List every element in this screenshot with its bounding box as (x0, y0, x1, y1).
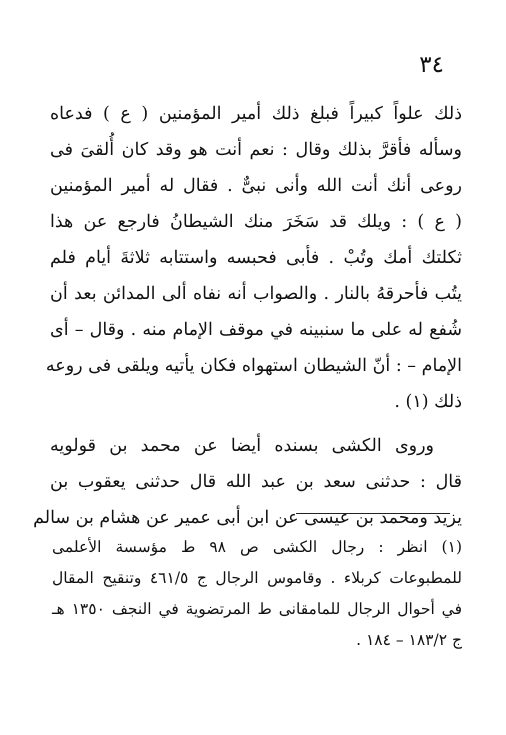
footnote-separator (296, 513, 450, 514)
body-line: وروى الكشى بسنده أيضا عن محمد بن قولويه (50, 436, 434, 456)
footnote-line: للمطبوعات كربلاء . وقاموس الرجال ج ٤٦١/٥ وتنقيح المقال (52, 569, 462, 587)
body-line: روعى أنك أنت الله وأنى نبىٌّ . فقال له أمير المؤمنين (50, 176, 462, 196)
footnote-line: (١) انظر : رجال الكشى ص ٩٨ ط مؤسسة الأعلمى (52, 538, 462, 556)
paragraph-gap (50, 420, 462, 428)
body-line: قال : حدثنى سعد بن عبد الله قال حدثنى يعقوب بن (50, 472, 462, 492)
body-line: ( ع ) : ويلك قد سَخَرَ منك الشيطانُ فارجع عن هذا (50, 212, 462, 232)
body-line: ثكلتك أمك وتُبْ . فأبى فحبسه واستتابه ثلاثةَ أيام فلم (50, 248, 462, 268)
body-line: وسأله فأقرَّ بذلك وقال : نعم أنت هو وقد كان أُلقىَ فى (50, 140, 462, 160)
body-line: يزيد ومحمد بن عيسى عن ابن أبى عمير عن هشام بن سالم (33, 508, 462, 528)
footnote-line: في أحوال الرجال للمامقانى ط المرتضوية في النجف ١٣٥٠ هـ (52, 600, 462, 618)
body-line: شُفع له على ما سنبينه في موقف الإمام منه . وقال – أى (50, 320, 462, 340)
body-line: الإمام – : أنّ الشيطان استهواه فكان يأتيه ويلقى فى روعه (45, 356, 462, 376)
body-line: يتُب فأحرقهُ بالنار . والصواب أنه نفاه ألى المدائن بعد أن (50, 284, 462, 304)
body-text (33, 96, 462, 536)
body-line: ذلك علواً كبيراً فبلغ ذلك أمير المؤمنين ( ع ) فدعاه (50, 104, 462, 124)
footnote-line: ج ١٨٣/٢ – ١٨٤ . (356, 631, 462, 649)
body-line: ذلك (١) . (394, 392, 462, 412)
page-number: ٣٤ (419, 52, 444, 78)
footnotes (52, 532, 462, 656)
